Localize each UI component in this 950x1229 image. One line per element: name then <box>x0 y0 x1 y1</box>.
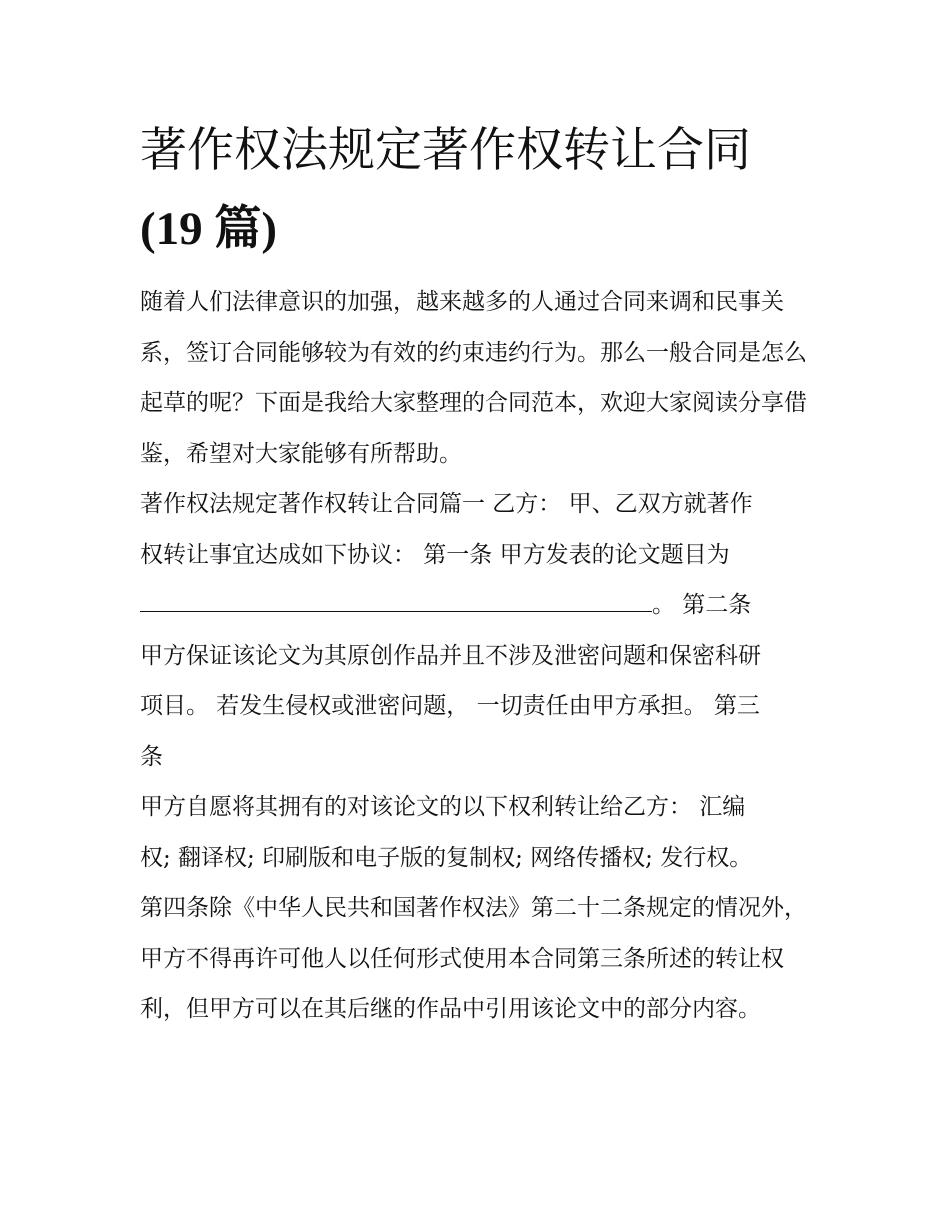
paragraph-4: 第四条除《中华人民共和国著作权法》第二十二条规定的情况外，甲方不得再许可他人以任何形式使用本合同第三条所述的转让权利，但甲方可以在其后继的作品中引用该论文中的部分内容。 <box>140 895 807 1022</box>
paragraph-2-line-1: 甲方保证该论文为其原创作品并且不涉及泄密问题和保密科研 <box>140 642 761 669</box>
paragraph-1-line-1: 著作权法规定著作权转让合同篇一 乙方： 甲、乙双方就著作 <box>140 491 753 517</box>
intro-paragraph: 随着人们法律意识的加强，越来越多的人通过合同来调和民事关系，签订合同能够较为有效的约束违约行为。那么一般合同是怎么起草的呢？下面是我给大家整理的合同范本，欢迎大家阅读分享借鉴，希望对大家能够有所帮助。 <box>140 289 807 467</box>
paragraph-1-line-2: 权转让事宜达成如下协议： 第一条 甲方发表的论文题目为 <box>140 541 730 568</box>
title-blank-line <box>140 585 652 612</box>
paragraph-3-line-2: 权; 翻译权; 印刷版和电子版的复制权; 网络传播权; 发行权。 <box>140 844 753 871</box>
paragraph-3-line-1: 甲方自愿将其拥有的对该论文的以下权利转让给乙方： 汇编 <box>140 794 746 820</box>
paragraph-2 <box>140 631 820 783</box>
document-body <box>140 277 820 1035</box>
paragraph-1-after-blank: 。 第二条 <box>652 592 752 618</box>
paragraph-3 <box>140 782 820 883</box>
title-count: (19 篇) <box>140 203 278 255</box>
document-title <box>140 112 830 268</box>
paragraph-2-line-2: 项目。 若发生侵权或泄密问题， 一切责任由甲方承担。 第三 <box>140 693 760 719</box>
paragraph-2-line-3: 条 <box>140 743 163 770</box>
title-main: 著作权法规定著作权转让合同 <box>140 123 751 178</box>
paragraph-1 <box>140 479 820 631</box>
